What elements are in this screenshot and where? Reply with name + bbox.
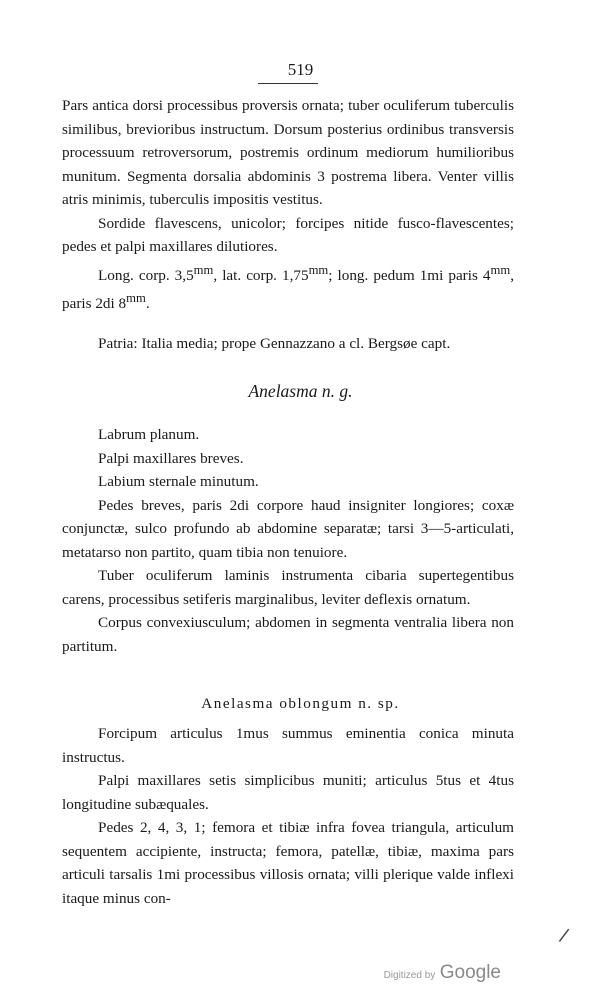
paragraph: Forcipum articulus 1mus summus eminentia conica minuta instructus. [62, 725, 514, 766]
paragraph: Palpi maxillares breves. [98, 449, 244, 467]
paragraph: Pedes 2, 4, 3, 1; femora et tibiæ infra fovea triangula, articulum sequentem accipiente, instructa; femora, patellæ, tibiæ, maxima pars articuli tarsalis 1mi processibus villosis ornata; villi plerique valde inflexi itaque minus con- [62, 819, 514, 907]
measurement-text: ; long. pedum 1mi paris 4 [328, 266, 491, 284]
paragraph: Pars antica dorsi processibus proversis ornata; tuber oculiferum tuberculis similibus, brevioribus instructum. Dorsum posterius ordinibus transversis processuum retroversorum, postremis ordinum mediorum humilioribus munitum. Segmenta dorsalia abdominis 3 postrema libera. Venter villis atris minimis, tuberculis impositis vestitus. [62, 97, 514, 208]
measurement-text: Long. corp. 3,5 [98, 266, 194, 284]
unit-superscript: mm [126, 291, 146, 306]
species-description [62, 722, 514, 910]
measurement-text: , paris 2di 8 [62, 266, 514, 313]
measurements-paragraph [62, 259, 514, 316]
scan-mark: / [557, 924, 571, 947]
google-logo: Google [439, 962, 501, 983]
genus-diagnosis [62, 423, 514, 658]
paragraph: Labrum planum. [98, 426, 200, 443]
paragraph: Tuber oculiferum laminis instrumenta cibaria supertegentibus carens, processibus setiferis marginalibus, leviter deflexis ornatum. [62, 567, 514, 608]
paragraph: Pedes breves, paris 2di corpore haud insigniter longiores; coxæ conjunctæ, sulco profundo ab abdomine separatæ; tarsi 3—5-articulati, metatarso non partito, quam tibia non tenuiore. [62, 496, 514, 561]
patria-line: Patria: Italia media; prope Gennazzano a cl. Bergsøe capt. [98, 334, 451, 352]
digitized-by-google [384, 962, 501, 984]
genus-title: Anelasma n. g. [248, 381, 353, 401]
page-number: 519 [287, 60, 314, 79]
description-block [62, 94, 514, 355]
unit-superscript: mm [193, 262, 214, 277]
measurement-text: . [145, 295, 150, 313]
page-number-underline [258, 83, 318, 84]
unit-superscript: mm [308, 262, 329, 277]
species-title: Anelasma oblongum n. sp. [201, 695, 400, 712]
paragraph: Sordide flavescens, unicolor; forcipes nitide fusco-flavescentes; pedes et palpi maxillares dilutiores. [62, 214, 514, 255]
paragraph: Corpus convexiusculum; abdomen in segmenta ventralia libera non partitum. [62, 614, 514, 655]
digitized-label: Digitized by [383, 970, 436, 981]
paragraph: Palpi maxillares setis simplicibus muniti; articulus 5tus et 4tus longitudine subæquales. [62, 772, 514, 813]
measurement-text: , lat. corp. 1,75 [213, 266, 309, 284]
paragraph: Labium sternale minutum. [98, 473, 259, 490]
unit-superscript: mm [490, 262, 511, 277]
